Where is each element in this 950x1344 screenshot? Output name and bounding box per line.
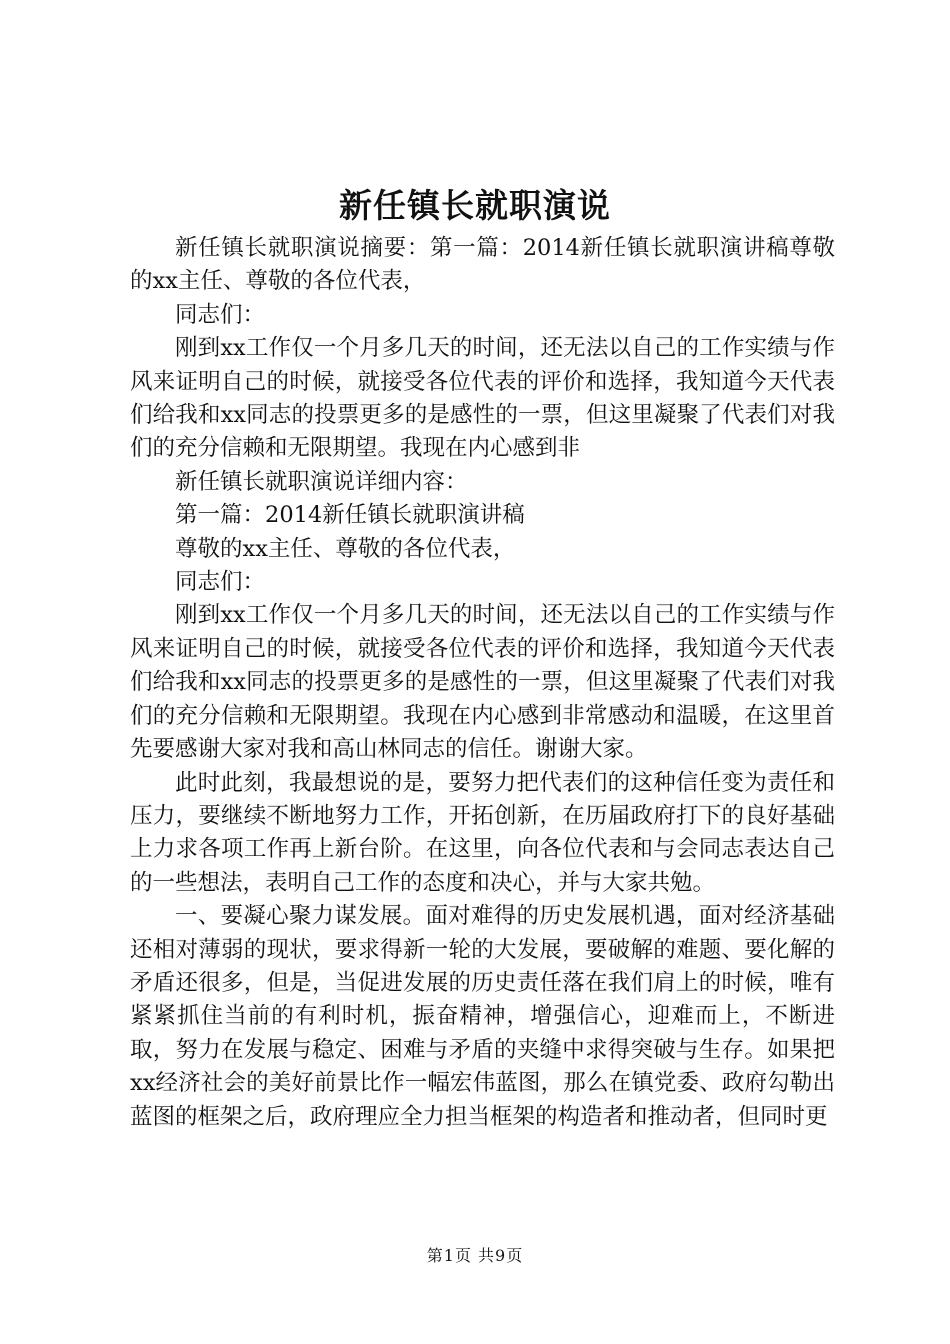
paragraph: 刚到xx工作仅一个月多几天的时间，还无法以自己的工作实绩与作风来证明自己的时候，就接受各位代表的评价和选择，我知道今天代表们给我和xx同志的投票更多的是感性的一票，但这里凝聚了代表们对我们的充分信赖和无限期望。我现在内心感到非常感动和温暖，在这里首先要感谢大家对我和高山林同志的信任。谢谢大家。 xyxy=(130,602,835,763)
paragraph: 新任镇长就职演说摘要：第一篇：2014新任镇长就职演讲稿尊敬的xx主任、尊敬的各位代表， xyxy=(130,235,835,295)
paragraph: 此时此刻，我最想说的是，要努力把代表们的这种信任变为责任和压力，要继续不断地努力工作，开拓创新，在历届政府打下的良好基础上力求各项工作再上新台阶。在这里，向各位代表和与会同志表达自己的一些想法，表明自己工作的态度和决心，并与大家共勉。 xyxy=(130,769,835,896)
document-title: 新任镇长就职演说 xyxy=(339,186,611,225)
paragraph: 一、要凝心聚力谋发展。面对难得的历史发展机遇，面对经济基础还相对薄弱的现状，要求得新一轮的大发展，要破解的难题、要化解的矛盾还很多，但是，当促进发展的历史责任落在我们肩上的时候，唯有紧紧抓住当前的有利时机，振奋精神，增强信心，迎难而上，不断进取，努力在发展与稳定、困难与矛盾的夹缝中求得突破与生存。如果把xx经济社会的美好前景比作一幅宏伟蓝图，那么在镇党委、政府勾勒出蓝图的框架之后，政府理应全力担当框架的构造者和推动者，但同时更 xyxy=(130,903,835,1130)
paragraph: 新任镇长就职演说详细内容： xyxy=(175,468,468,495)
paragraph: 第一篇：2014新任镇长就职演讲稿 xyxy=(175,502,525,529)
paragraph: 尊敬的xx主任、尊敬的各位代表， xyxy=(175,535,516,562)
paragraph: 同志们： xyxy=(175,569,266,596)
paragraph: 同志们： xyxy=(175,301,266,328)
page-number-footer: 第1页 共9页 xyxy=(426,1246,524,1265)
paragraph: 刚到xx工作仅一个月多几天的时间，还无法以自己的工作实绩与作风来证明自己的时候，就接受各位代表的评价和选择，我知道今天代表们给我和xx同志的投票更多的是感性的一票，但这里凝聚了代表们对我们的充分信赖和无限期望。我现在内心感到非 xyxy=(130,335,835,462)
document-body xyxy=(130,232,835,1134)
